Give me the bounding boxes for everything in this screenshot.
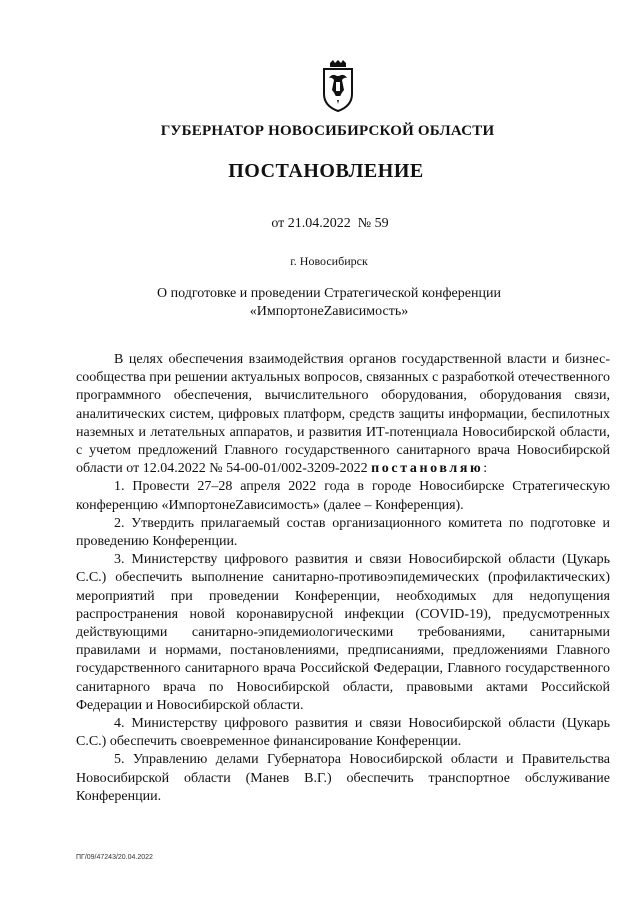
subject-line-1: О подготовке и проведении Стратегической конференции <box>157 286 501 301</box>
document-type-title: ПОСТАНОВЛЕНИЕ <box>228 160 424 182</box>
clause-4: 4. Министерству цифрового развития и связи Новосибирской области (Цукарь С.С.) обеспечить своевременное финансирование Конференции. <box>76 716 610 750</box>
decree-word: постановляю <box>371 461 484 477</box>
preamble-paragraph <box>76 351 610 478</box>
issuing-authority: ГУБЕРНАТОР НОВОСИБИРСКОЙ ОБЛАСТИ <box>160 123 495 139</box>
document-number: № 59 <box>357 216 389 231</box>
document-subject <box>0 285 640 321</box>
clause-1: 1. Провести 27–28 апреля 2022 года в городе Новосибирске Стратегическую конференцию «ИмпортонеZависимость» (далее – Конференция). <box>76 479 610 513</box>
clause-2: 2. Утвердить прилагаемый состав организационного комитета по подготовке и проведению Конференции. <box>76 515 610 550</box>
document-date: от 21.04.2022 <box>271 216 351 231</box>
preamble-text: В целях обеспечения взаимодействия органов государственной власти и бизнес-сообщества при решении актуальных вопросов, связанных с разработкой отечественного программного обеспечения, вычислительного оборудования, оборудования связи, аналитических систем, цифровых платформ, средств защиты информации, беспилотных наземных и летательных аппаратов, и развития ИТ-потенциала Новосибирской области, с учетом предложений Главного государственного санитарного врача Новосибирской области от 12.04.2022 № 54-00-01/002-3209-2022 <box>76 352 610 477</box>
issue-city: г. Новосибирск <box>290 254 368 268</box>
subject-line-2: «ИмпортонеZависимость» <box>249 304 409 319</box>
coat-of-arms-icon <box>318 60 358 112</box>
decree-colon: : <box>483 461 488 477</box>
clause-3: 3. Министерству цифрового развития и связи Новосибирской области (Цукарь С.С.) обеспечить выполнение санитарно-противоэпидемических (профилактических) мероприятий при проведении Конференции, необходимых для недопущения распространения новой коронавирусной инфекции (COVID-19), предусмотренных действующими санитарно-эпидемиологическими требованиями, санитарными правилами и нормами, постановлениями, предписаниями, предложениями Главного государственного санитарного врача Российской Федерации, Главного государственного санитарного врача по Новосибирской области, правовыми актами Российской Федерации и Новосибирской области. <box>76 552 610 713</box>
clause-5: 5. Управлению делами Губернатора Новосибирской области и Правительства Новосибирской области (Манев В.Г.) обеспечить транспортное обслуживание Конференции. <box>76 752 610 804</box>
document-body <box>76 351 610 806</box>
document-code: ПГ/09/47243/20.04.2022 <box>76 854 153 861</box>
date-number-line <box>0 216 640 232</box>
